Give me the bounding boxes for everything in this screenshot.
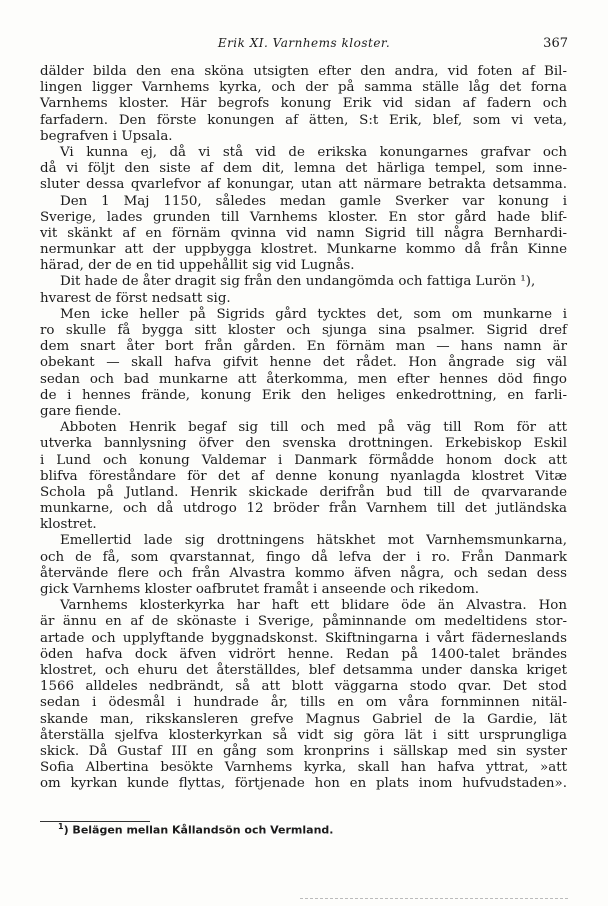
- text-line: återställa sjelfva klosterkyrkan så vidt sig göra lät i sitt ursprungliga: [40, 727, 567, 743]
- footnote: [58, 822, 333, 837]
- body-text: [40, 64, 567, 792]
- text-line: Den 1 Maj 1150, således medan gamle Sverker var konung i: [60, 193, 567, 209]
- text-line: utverka bannlysning öfver den svenska drottningen. Erkebiskop Eskil: [40, 436, 567, 452]
- footnote-marker: 1: [58, 822, 64, 831]
- text-line: återvände flere och från Alvastra kommo äfven några, och sedan dess: [40, 565, 567, 581]
- text-line: vit skänkt af en förnäm qvinna vid namn Sigrid till några Bernhardi-: [40, 225, 567, 241]
- text-line: skande man, rikskansleren grefve Magnus Gabriel de la Gardie, lät: [40, 711, 567, 727]
- text-line: Sverige, lades grunden till Varnhems kloster. En stor gård hade blif-: [40, 209, 567, 225]
- text-line: Emellertid lade sig drottningens hätskhet mot Varnhemsmunkarna,: [60, 533, 567, 549]
- text-line: ro skulle få bygga sitt kloster och sjunga sina psalmer. Sigrid dref: [40, 323, 567, 338]
- text-line: sluter dessa qvarlefvor af konungar, utan att närmare betrakta detsamma.: [40, 177, 567, 193]
- text-line: är ännu en af de skönaste i Sverige, påminnande om medeltidens stor-: [40, 614, 567, 630]
- text-line: klostret, och ehuru det återställdes, blef detsamma under danska kriget: [40, 662, 567, 678]
- text-line: om kyrkan kunde flyttas, förtjenade hon en plats inom hufvudstaden».: [40, 776, 567, 792]
- text-line: klostret.: [40, 517, 97, 533]
- text-line: artade och upplyftande byggnadskonst. Skiftningarna i vårt fäderneslands: [40, 630, 567, 646]
- text-line: dälder bilda den ena sköna utsigten efter den andra, vid foten af Bil-: [40, 64, 567, 79]
- text-line: de i hennes frände, konung Erik den heliges enkedrottning, en farli-: [40, 387, 567, 403]
- text-line: Abboten Henrik begaf sig till och med på väg till Rom för att: [60, 420, 567, 436]
- text-line: munkarne, och då utdrogo 12 bröder från Varnhem till det jutländska: [40, 501, 567, 517]
- text-line: sedan och bad munkarne att återkomma, men efter hennes död fingo: [40, 371, 567, 387]
- text-line: farfadern. Den förste konungen af ätten, S:t Erik, blef, som vi veta,: [40, 112, 567, 128]
- page-header: [40, 36, 568, 54]
- text-line: blifva föreståndare för det af denne konung nyanlagda klostret Vitæ: [40, 468, 567, 484]
- text-line: och de få, som qvarstannat, fingo då lefva der i ro. Från Danmark: [40, 549, 567, 565]
- text-line: gare fiende.: [40, 403, 122, 419]
- text-line: nermunkar att der uppbygga klostret. Munkarne kommo då från Kinne: [40, 242, 567, 258]
- page-bottom-edge: [300, 898, 568, 899]
- text-line: dem snart åter bort från gården. En förnäm man — hans namn är: [40, 339, 567, 355]
- text-line: Varnhems kloster. Här begrofs konung Erik vid sidan af fadern och: [40, 96, 567, 112]
- text-line: Men icke heller på Sigrids gård tycktes det, som om munkarne i: [60, 306, 567, 322]
- text-line: obekant — skall hafva gifvit henne det rådet. Hon ångrade sig väl: [40, 355, 567, 371]
- text-line: begrafven i Upsala.: [40, 128, 173, 144]
- text-line: sedan i ödesmål i hundrade år, tills en om våra fornminnen nitäl-: [40, 695, 567, 711]
- footnote-text: ) Belägen mellan Kållandsön och Vermland.: [63, 823, 334, 837]
- text-line: gick Varnhems kloster oafbrutet framåt i anseende och rikedom.: [40, 582, 480, 597]
- text-line: 1566 alldeles nedbrändt, så att blott väggarna stodo qvar. Det stod: [40, 679, 567, 695]
- text-line: lingen ligger Varnhems kyrka, och der på samma ställe låg det forna: [40, 80, 567, 96]
- text-line: öden hafva dock äfven vidrört henne. Redan på 1400-talet brändes: [40, 646, 567, 662]
- text-line: skick. Då Gustaf III en gång som kronprins i sällskap med sin syster: [40, 743, 567, 759]
- page-number: 367: [543, 36, 568, 51]
- text-line: då vi följt den siste af dem dit, lemna det härliga tempel, som inne-: [40, 161, 567, 177]
- text-line: i Lund och konung Valdemar i Danmark förmådde honom dock att: [40, 452, 567, 468]
- text-line: Varnhems klosterkyrka har haft ett blidare öde än Alvastra. Hon: [60, 598, 567, 614]
- text-line: Schola på Jutland. Henrik skickade derifrån bud till de qvarvarande: [40, 484, 567, 500]
- text-line: Dit hade de åter dragit sig från den undangömda och fattiga Lurön ¹),: [60, 274, 536, 290]
- text-line: hvarest de först nedsatt sig.: [40, 290, 231, 306]
- text-line: Vi kunna ej, då vi stå vid de erikska konungarnes grafvar och: [60, 144, 567, 160]
- text-line: Sofia Albertina besökte Varnhems kyrka, skall han hafva yttrat, »att: [40, 760, 567, 776]
- text-line: härad, der de en tid uppehållit sig vid Lugnås.: [40, 258, 355, 274]
- running-title: Erik XI. Varnhems kloster.: [217, 36, 391, 50]
